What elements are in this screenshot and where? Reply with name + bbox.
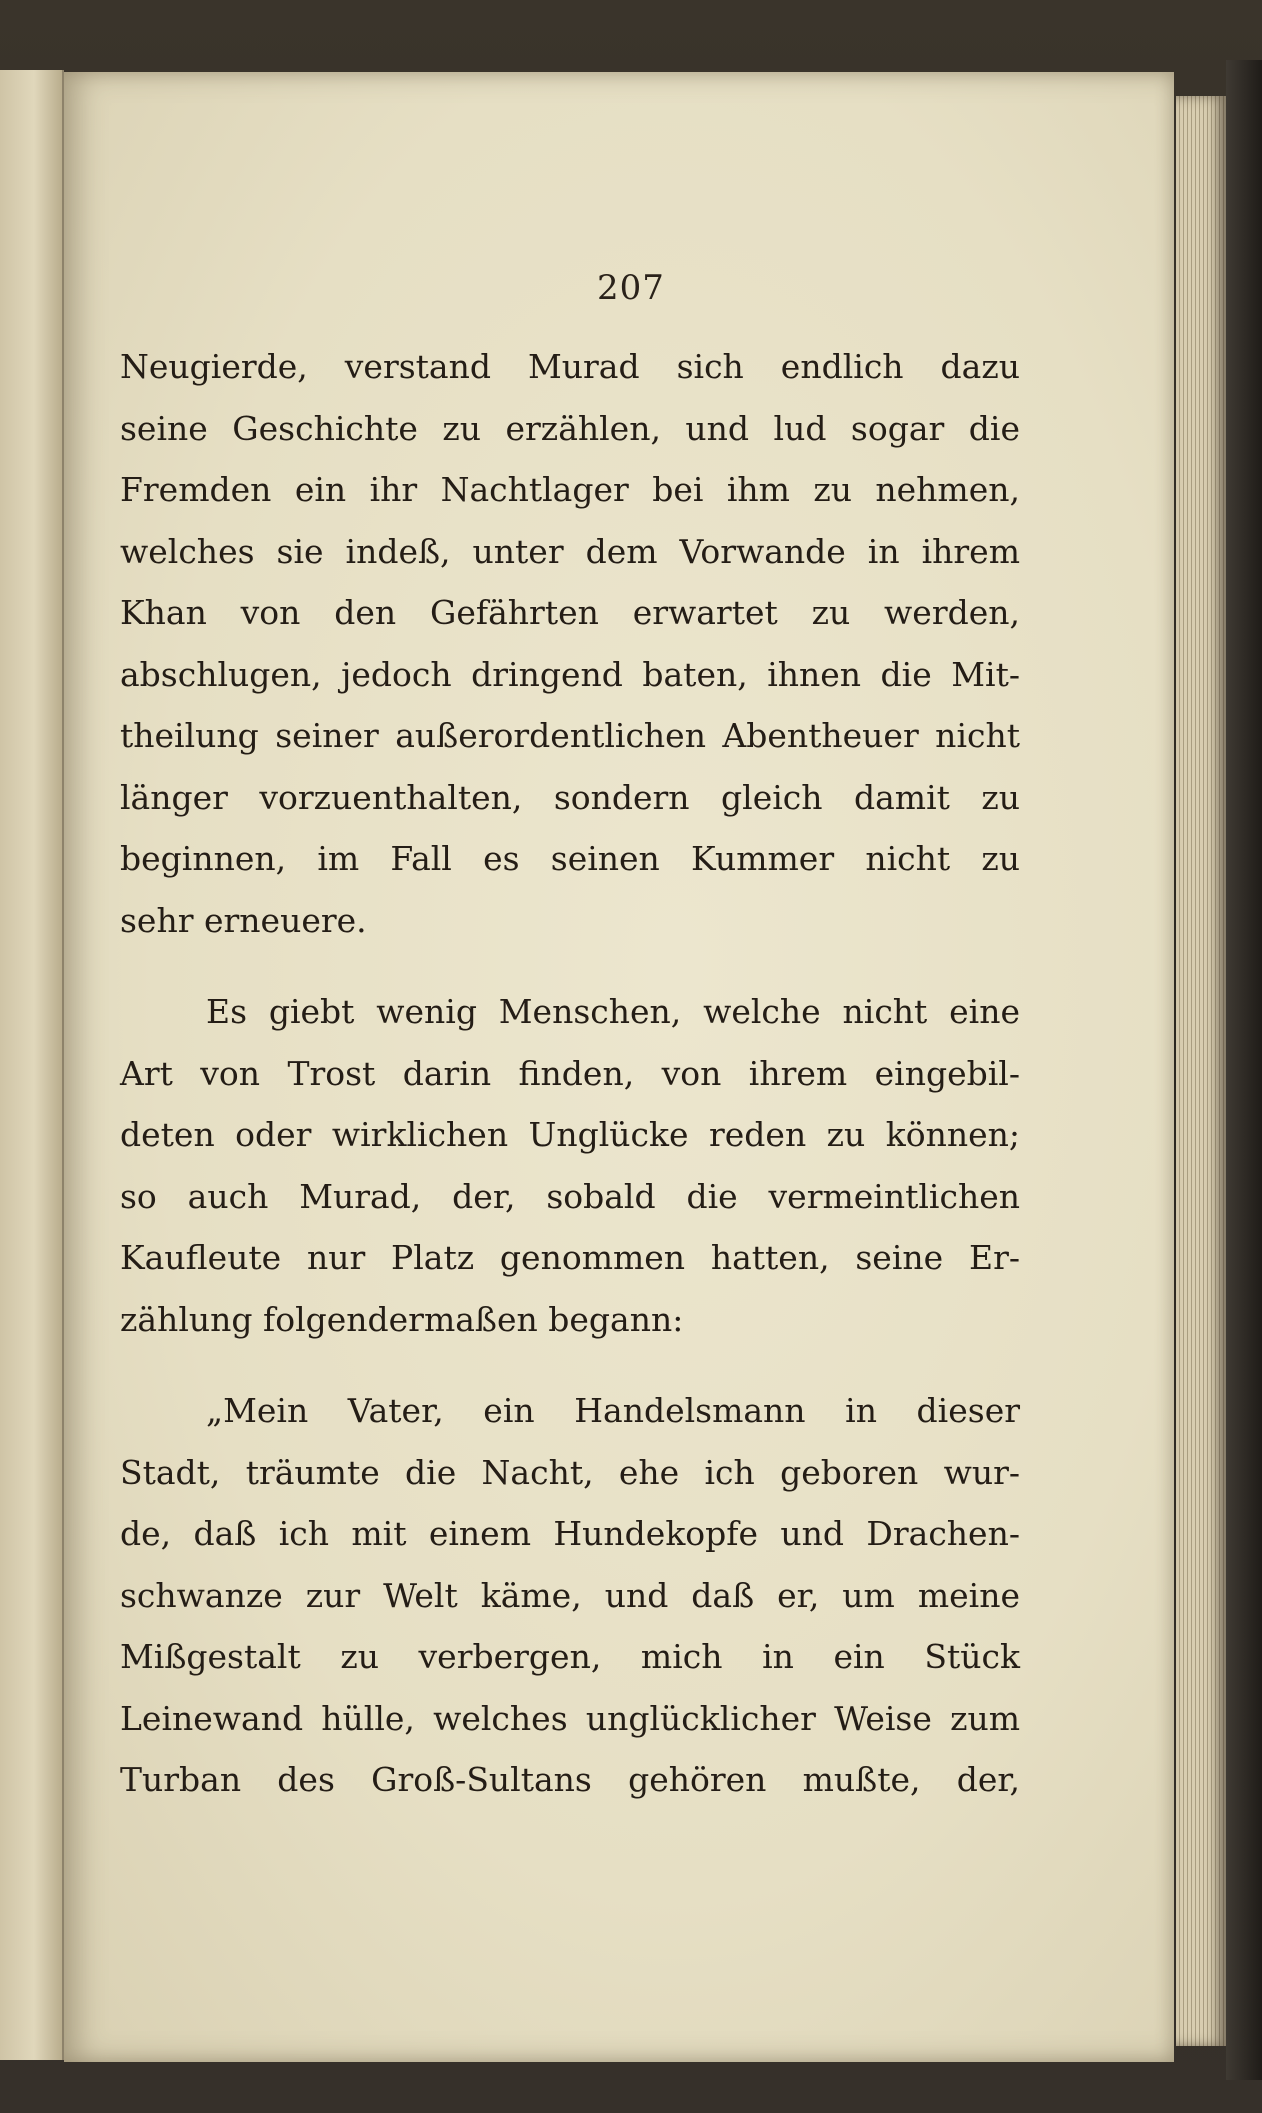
paragraph-1 xyxy=(120,336,1020,951)
text-line: abschlugen, jedoch dringend baten, ihnen die Mit- xyxy=(120,654,1020,694)
text-line: de, daß ich mit einem Hundekopfe und Drachen- xyxy=(120,1514,1020,1553)
body-text xyxy=(120,336,1020,1811)
text-line: seine Geschichte zu erzählen, und lud sogar die xyxy=(120,408,1020,448)
text-line: Fremden ein ihr Nachtlager bei ihm zu nehmen, xyxy=(120,470,1020,509)
book-cover-edge xyxy=(1226,60,1262,2080)
page-number: 207 xyxy=(597,268,665,308)
text-line: Stadt, träumte die Nacht, ehe ich geboren wur- xyxy=(120,1452,1020,1492)
text-line: „Mein Vater, ein Handelsmann in dieser xyxy=(206,1391,1020,1430)
facing-page-edge xyxy=(0,70,64,2060)
text-line: Kaufleute nur Platz genommen hatten, seine Er- xyxy=(120,1238,1020,1277)
text-line: Es giebt wenig Menschen, welche nicht eine xyxy=(206,992,1020,1031)
text-line: so auch Murad, der, sobald die vermeintlichen xyxy=(120,1176,1020,1216)
text-line: schwanze zur Welt käme, und daß er, um meine xyxy=(120,1575,1020,1615)
paragraph-3 xyxy=(120,1380,1020,1811)
text-line: Art von Trost darin finden, von ihrem eingebil- xyxy=(120,1053,1020,1093)
paragraph-2 xyxy=(120,981,1020,1350)
text-line: sehr erneuere. xyxy=(120,900,367,940)
page-edges xyxy=(1176,96,1226,2046)
text-line: deten oder wirklichen Unglücke reden zu können; xyxy=(120,1115,1020,1154)
text-line: Turban des Groß-Sultans gehören mußte, der, xyxy=(120,1760,1020,1799)
text-line: beginnen, im Fall es seinen Kummer nicht zu xyxy=(120,839,1020,878)
text-line: Mißgestalt zu verbergen, mich in ein Stück xyxy=(120,1637,1020,1676)
text-line: welches sie indeß, unter dem Vorwande in ihrem xyxy=(120,531,1020,571)
text-line: theilung seiner außerordentlichen Abentheuer nicht xyxy=(120,716,1020,755)
text-line: Neugierde, verstand Murad sich endlich dazu xyxy=(120,347,1020,386)
text-line: zählung folgendermaßen begann: xyxy=(120,1299,684,1339)
text-line: Leinewand hülle, welches unglücklicher Weise zum xyxy=(120,1698,1020,1738)
text-line: Khan von den Gefährten erwartet zu werden, xyxy=(120,593,1020,632)
text-line: länger vorzuenthalten, sondern gleich damit zu xyxy=(120,777,1020,817)
